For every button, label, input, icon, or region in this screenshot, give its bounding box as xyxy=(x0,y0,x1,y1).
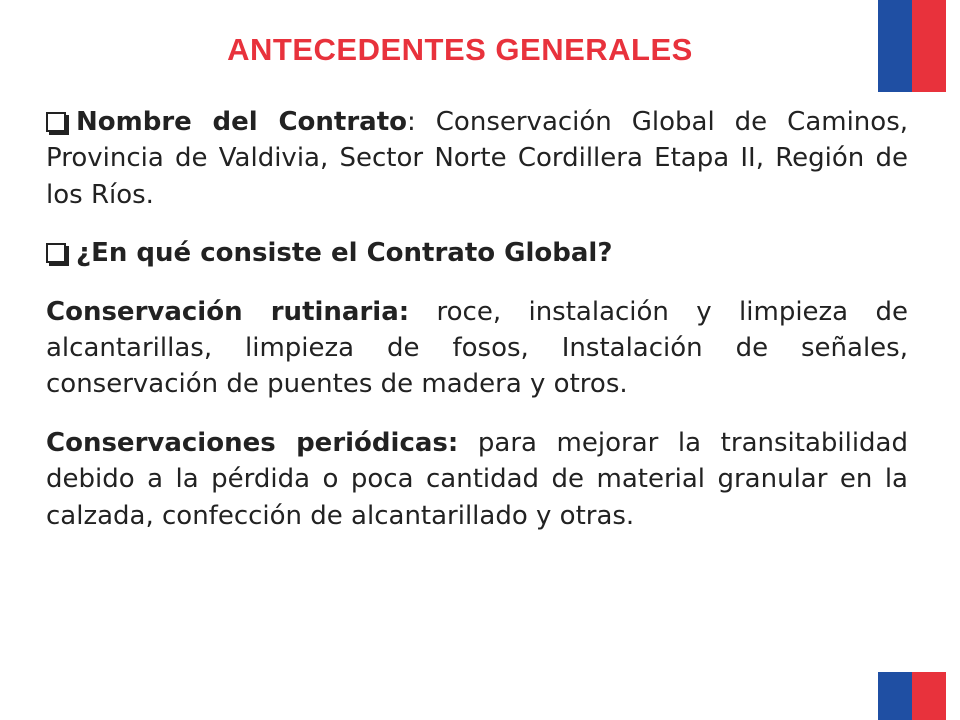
slide-title: ANTECEDENTES GENERALES xyxy=(227,32,693,67)
periodic-conservation-label: Conservaciones periódicas: xyxy=(46,427,459,458)
contract-name-label: Nombre del Contrato xyxy=(76,107,408,137)
square-bullet-icon xyxy=(46,243,66,263)
flag-red-band xyxy=(912,666,946,720)
contract-name-text: Conservación Global de Caminos, Provincia de Valdivia, Sector Norte Cordillera Etapa II, Región de los Ríos. xyxy=(46,107,908,210)
contract-name-separator: : xyxy=(407,107,436,137)
bullet-contract-question xyxy=(46,235,908,271)
bullet-contract-name xyxy=(46,104,908,213)
contract-question-text: ¿En qué consiste el Contrato Global? xyxy=(76,238,613,269)
flag-stripe-bottom xyxy=(878,666,946,720)
routine-conservation-label: Conservación rutinaria: xyxy=(46,296,410,327)
flag-blue-band xyxy=(878,666,912,720)
flag-divider xyxy=(878,666,946,672)
periodic-conservation-paragraph xyxy=(46,425,908,534)
routine-conservation-text: roce, instalación y limpieza de alcantarillas, limpieza de fosos, Instalación de señales, conservación de puentes de madera y otros. xyxy=(46,296,908,400)
periodic-conservation-text: para mejorar la transitabilidad debido a la pérdida o poca cantidad de material granular en la calzada, confección de alcantarillado y otras. xyxy=(46,427,908,531)
routine-conservation-paragraph xyxy=(46,294,908,403)
slide-body xyxy=(46,104,908,556)
square-bullet-icon xyxy=(46,112,66,132)
